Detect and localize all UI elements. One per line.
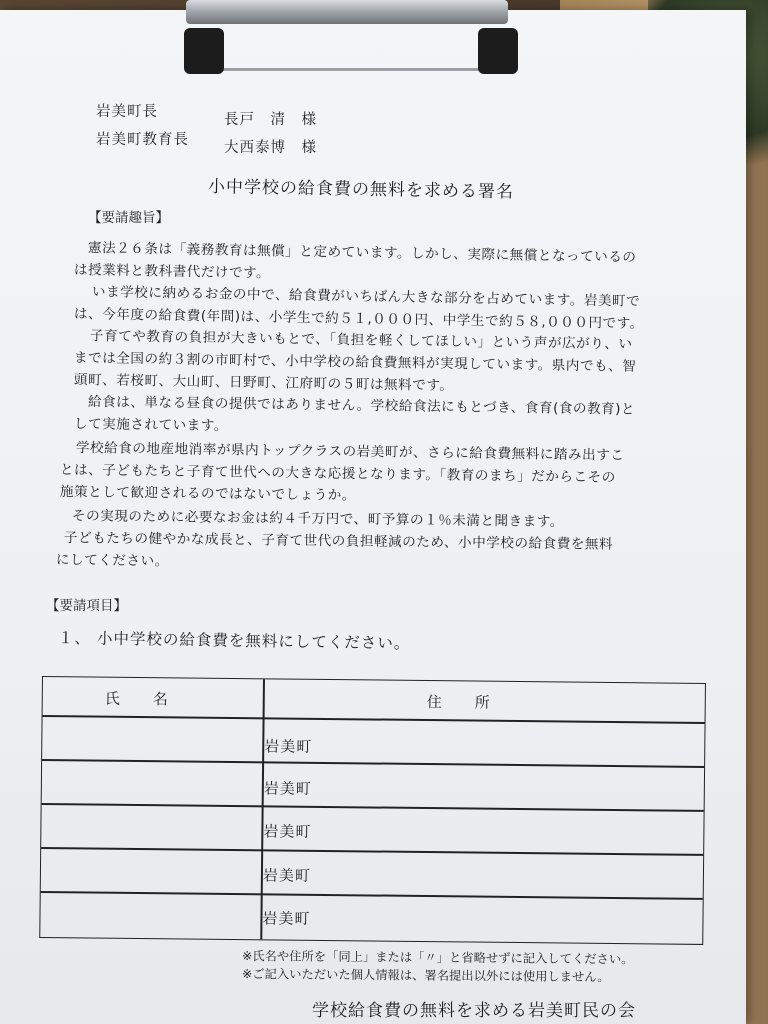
address-cell-2[interactable]: 岩美町	[263, 779, 312, 798]
row-divider	[42, 803, 704, 812]
body-line: その実現のために必要なお金は約４千万円で、町予算の１％未満と聞きます。	[71, 508, 564, 531]
note-2: ※ご記入いただいた個人情報は、署名提出以外には使用しません。	[241, 967, 610, 985]
row-divider	[41, 847, 703, 856]
body-line: は、今年度の給食費(年間)は、小学生で約５１,０００円、中学生で約５８,０００円です。	[73, 306, 644, 332]
body-line: とは、子どもたちと子育て世代への大きな応援となります。「教育のまち」だからこその	[59, 462, 616, 486]
address-cell-4[interactable]: 岩美町	[262, 866, 312, 885]
request-item: １、 小中学校の給食費を無料にしてください。	[57, 629, 411, 653]
body-line: は授業料と教科書代だけです。	[73, 262, 271, 282]
row-divider	[41, 891, 703, 900]
organization-footer: 学校給食費の無料を求める岩美町民の会	[312, 1001, 636, 1021]
signature-table	[39, 676, 706, 945]
body-line: にしてください。	[55, 552, 169, 570]
addressee-1-title: 岩美町長	[96, 104, 158, 120]
body-line: 憲法２６条は「義務教育は無償」と定めています。しかし、実際に無償となっているの	[87, 240, 637, 266]
purpose-heading: 【要請趣旨】	[88, 210, 169, 226]
address-cell-1[interactable]: 岩美町	[264, 737, 313, 756]
header-address: 住 所	[426, 693, 491, 712]
body-line: 施策として歓迎されるのではないでしょうか。	[59, 484, 357, 504]
body-line: 学校給食の地産地消率が県内トップクラスの岩美町が、さらに給食費無料に踏み出すこ	[75, 440, 625, 464]
body-line: 子育てや教育の負担が大きいもとで、「負担を軽くしてほしい」という声が広がり、い	[89, 328, 633, 353]
body-line: して実施されています。	[73, 416, 229, 435]
row-divider	[42, 759, 704, 768]
addressee-2-name: 大西泰博 様	[224, 140, 317, 156]
row-divider	[43, 715, 705, 724]
body-line: 子どもたちの健やかな成長と、子育て世代の負担軽減のため、小中学校の給食費を無料	[63, 530, 614, 553]
body-line: いま学校に納めるお金の中で、給食費がいちばん大きな部分を占めています。岩美町で	[91, 284, 641, 310]
page-title: 小中学校の給食費の無料を求める署名	[207, 177, 515, 203]
body-line: 頭町、若桜町、大山町、日野町、江府町の５町は無料です。	[73, 372, 454, 394]
body-line: 給食は、単なる昼食の提供ではありません。学校給食法にもとづき、食育(食の教育)と	[87, 394, 636, 418]
address-cell-3[interactable]: 岩美町	[263, 822, 312, 841]
addressee-1-name: 長戸 清 様	[224, 112, 317, 128]
body-line: までは全国の約３割の市町村で、小中学校の給食費無料が実現しています。県内でも、智	[73, 350, 637, 375]
items-heading: 【要請項目】	[46, 598, 127, 614]
note-1: ※氏名や住所を「同上」または「〃」と省略せずに記入してください。	[241, 949, 634, 967]
header-name: 氏 名	[104, 689, 169, 709]
address-cell-5[interactable]: 岩美町	[262, 909, 311, 928]
addressee-2-title: 岩美町教育長	[96, 132, 189, 148]
